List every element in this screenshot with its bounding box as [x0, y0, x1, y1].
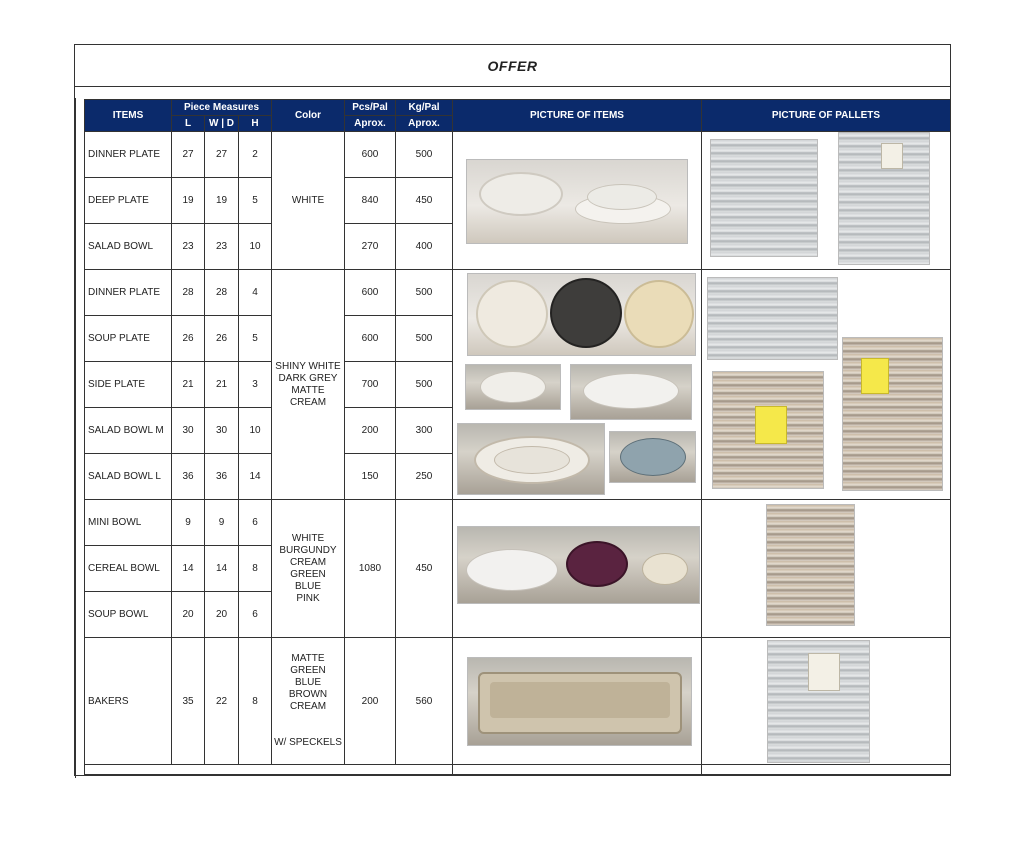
header-color: Color — [272, 100, 345, 132]
item-name: SALAD BOWL — [85, 224, 172, 270]
item-name: BAKERS — [85, 638, 172, 765]
height-cell: 6 — [239, 592, 272, 638]
length-cell: 35 — [172, 638, 205, 765]
length-cell: 21 — [172, 362, 205, 408]
length-cell: 27 — [172, 132, 205, 178]
pallet-label — [881, 143, 903, 169]
pcs-cell: 270 — [345, 224, 396, 270]
pallet-photo — [766, 504, 855, 626]
color-cell — [272, 638, 345, 765]
bowl-shape — [566, 541, 628, 587]
length-cell: 26 — [172, 316, 205, 362]
kg-cell: 400 — [396, 224, 453, 270]
baker-dish-inner — [490, 682, 670, 718]
color-line: PINK — [296, 592, 320, 604]
color-line: BURGUNDY — [279, 544, 337, 556]
blank-cell — [85, 765, 453, 775]
pallet-photo — [712, 371, 824, 489]
kg-cell: 300 — [396, 408, 453, 454]
pcs-cell: 150 — [345, 454, 396, 500]
header-items: ITEMS — [85, 100, 172, 132]
header-length: L — [172, 116, 205, 132]
color-cell — [272, 500, 345, 638]
blank-cell — [453, 765, 702, 775]
pcs-cell: 1080 — [345, 500, 396, 638]
width-cell: 28 — [205, 270, 239, 316]
table-row — [85, 132, 951, 178]
pallet-picture-cell — [702, 270, 951, 500]
header-picture-pallets: PICTURE OF PALLETS — [702, 100, 951, 132]
plate-shape — [583, 373, 679, 409]
blank-cell — [702, 765, 951, 775]
header-width-depth: W | D — [205, 116, 239, 132]
item-picture-cell — [453, 638, 702, 765]
pcs-cell: 700 — [345, 362, 396, 408]
kg-cell: 450 — [396, 500, 453, 638]
color-note: W/ SPECKELS — [274, 737, 342, 748]
color-spacer — [272, 713, 344, 737]
header-kg-aprox: Aprox. — [396, 116, 453, 132]
width-cell: 14 — [205, 546, 239, 592]
length-cell: 20 — [172, 592, 205, 638]
item-name: CEREAL BOWL — [85, 546, 172, 592]
plate-shape — [624, 280, 694, 348]
height-cell: 5 — [239, 178, 272, 224]
pcs-cell: 600 — [345, 270, 396, 316]
kg-cell: 450 — [396, 178, 453, 224]
baker-dish-shape — [478, 672, 682, 734]
deep-plate-shape — [587, 184, 657, 210]
width-cell: 23 — [205, 224, 239, 270]
bowl-shape — [494, 446, 570, 474]
kg-cell: 500 — [396, 132, 453, 178]
plate-shape — [550, 278, 622, 348]
item-name: SALAD BOWL M — [85, 408, 172, 454]
pallet-label — [861, 358, 889, 394]
width-cell: 30 — [205, 408, 239, 454]
item-photo-bowl — [465, 364, 561, 410]
pallet-photo — [707, 277, 838, 360]
header-kg-pal: Kg/Pal — [396, 100, 453, 116]
color-line: MATTE — [291, 653, 325, 664]
item-picture-cell — [453, 270, 702, 500]
pallet-picture-cell — [702, 132, 951, 270]
kg-cell: 500 — [396, 362, 453, 408]
item-photo-three-plates — [467, 273, 696, 356]
pallet-picture-cell — [702, 500, 951, 638]
height-cell: 6 — [239, 500, 272, 546]
bowl-shape — [480, 371, 546, 403]
pallet-label — [808, 653, 840, 691]
width-cell: 19 — [205, 178, 239, 224]
item-photo-baker-dish — [467, 657, 692, 746]
table-row — [85, 500, 951, 546]
height-cell: 14 — [239, 454, 272, 500]
length-cell: 14 — [172, 546, 205, 592]
color-cell — [272, 270, 345, 500]
plate-shape — [620, 438, 686, 476]
item-name: SIDE PLATE — [85, 362, 172, 408]
header-pcs-pal: Pcs/Pal — [345, 100, 396, 116]
height-cell: 8 — [239, 638, 272, 765]
length-cell: 9 — [172, 500, 205, 546]
color-line: BLUE — [294, 580, 322, 592]
item-picture-cell — [453, 132, 702, 270]
item-name: SALAD BOWL L — [85, 454, 172, 500]
item-photo-small-bowls — [457, 526, 700, 604]
pcs-cell: 600 — [345, 316, 396, 362]
width-cell: 21 — [205, 362, 239, 408]
item-photo-white-bowl-plates — [466, 159, 688, 244]
height-cell: 8 — [239, 546, 272, 592]
bowl-shape — [642, 553, 688, 585]
header-picture-items: PICTURE OF ITEMS — [453, 100, 702, 132]
width-cell: 9 — [205, 500, 239, 546]
header-pcs-aprox: Aprox. — [345, 116, 396, 132]
color-line: DARK GREY — [278, 372, 338, 384]
pallet-photo — [838, 132, 930, 265]
kg-cell: 560 — [396, 638, 453, 765]
page-title: OFFER — [487, 57, 538, 74]
bowl-shape — [479, 172, 563, 216]
item-name: DEEP PLATE — [85, 178, 172, 224]
length-cell: 28 — [172, 270, 205, 316]
height-cell: 10 — [239, 408, 272, 454]
item-name: SOUP BOWL — [85, 592, 172, 638]
width-cell: 26 — [205, 316, 239, 362]
height-cell: 4 — [239, 270, 272, 316]
sheet-left-rule — [75, 98, 81, 778]
header-piece-measures: Piece Measures — [172, 100, 272, 116]
color-line: MATTE — [291, 384, 325, 396]
color-line: CREAM — [289, 396, 327, 408]
table-row-blank — [85, 765, 951, 775]
length-cell: 19 — [172, 178, 205, 224]
kg-cell: 500 — [396, 316, 453, 362]
color-line: GREEN — [290, 665, 326, 676]
kg-cell: 500 — [396, 270, 453, 316]
item-name: SOUP PLATE — [85, 316, 172, 362]
table-row — [85, 270, 951, 316]
width-cell: 36 — [205, 454, 239, 500]
bowl-shape — [466, 549, 558, 591]
color-cell — [272, 132, 345, 270]
width-cell: 20 — [205, 592, 239, 638]
color-line: BLUE — [294, 677, 322, 688]
pcs-cell: 200 — [345, 638, 396, 765]
item-photo-plate — [570, 364, 692, 420]
length-cell: 30 — [172, 408, 205, 454]
width-cell: 22 — [205, 638, 239, 765]
header-height: H — [239, 116, 272, 132]
pallet-photo — [710, 139, 818, 257]
height-cell: 10 — [239, 224, 272, 270]
pallet-picture-cell — [702, 638, 951, 765]
pcs-cell: 600 — [345, 132, 396, 178]
height-cell: 3 — [239, 362, 272, 408]
height-cell: 5 — [239, 316, 272, 362]
item-picture-cell — [453, 500, 702, 638]
item-photo-blue-plate — [609, 431, 696, 483]
title-row — [75, 45, 950, 87]
color-line: CREAM — [289, 556, 327, 568]
table-row — [85, 638, 951, 765]
pallet-label — [755, 406, 787, 444]
color-line: SHINY WHITE — [275, 360, 341, 372]
pcs-cell: 200 — [345, 408, 396, 454]
offer-table — [84, 99, 951, 775]
color-line: GREEN — [290, 568, 326, 580]
pallet-photo — [767, 640, 870, 763]
color-line: BROWN — [288, 689, 328, 700]
plate-shape — [476, 280, 548, 348]
height-cell: 2 — [239, 132, 272, 178]
item-photo-salad-bowls — [457, 423, 605, 495]
color-line: WHITE — [291, 194, 325, 206]
length-cell: 36 — [172, 454, 205, 500]
color-line: CREAM — [289, 701, 327, 712]
pcs-cell: 840 — [345, 178, 396, 224]
pallet-photo — [842, 337, 943, 491]
item-name: DINNER PLATE — [85, 270, 172, 316]
item-name: MINI BOWL — [85, 500, 172, 546]
color-line: WHITE — [291, 532, 325, 544]
kg-cell: 250 — [396, 454, 453, 500]
length-cell: 23 — [172, 224, 205, 270]
item-name: DINNER PLATE — [85, 132, 172, 178]
width-cell: 27 — [205, 132, 239, 178]
